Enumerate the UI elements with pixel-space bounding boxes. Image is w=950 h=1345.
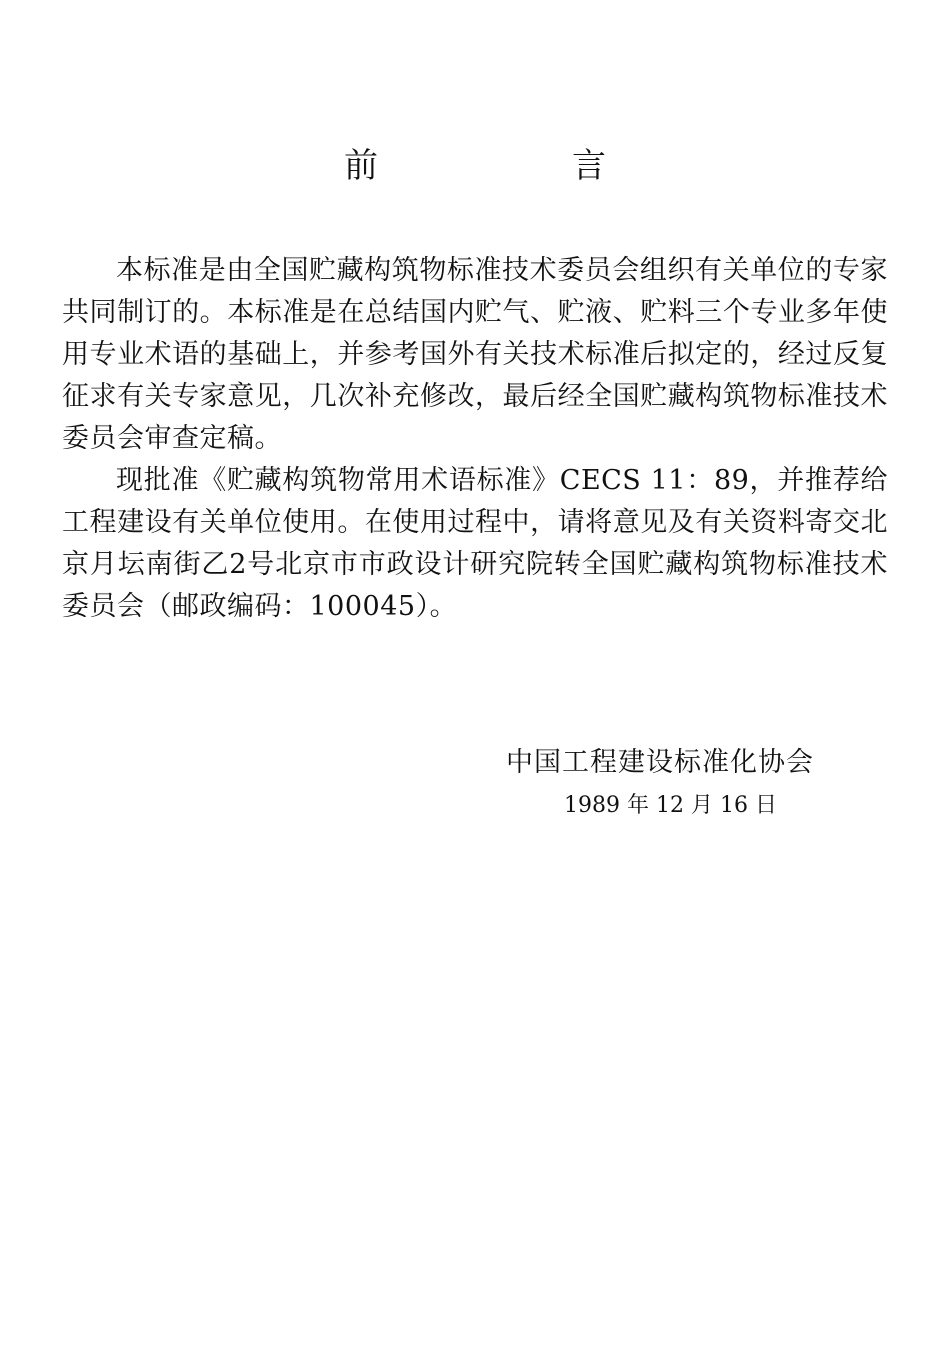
document-body (62, 250, 888, 628)
page-title: 前 言 (344, 145, 686, 186)
paragraph-2: 现批准《贮藏构筑物常用术语标准》CECS 11：89，并推荐给工程建设有关单位使用。在使用过程中，请将意见及有关资料寄交北京月坛南街乙2号北京市市政设计研究院转全国贮藏构筑物标准技术委员会（邮政编码：100045）。 (62, 465, 888, 622)
signature-date: 1989 年 12 月 16 日 (564, 793, 777, 818)
paragraph-1: 本标准是由全国贮藏构筑物标准技术委员会组织有关单位的专家共同制订的。本标准是在总结国内贮气、贮液、贮料三个专业多年使用专业术语的基础上，并参考国外有关技术标准后拟定的，经过反复征求有关专家意见，几次补充修改，最后经全国贮藏构筑物标准技术委员会审查定稿。 (62, 255, 888, 454)
signature-organization: 中国工程建设标准化协会 (506, 747, 814, 778)
